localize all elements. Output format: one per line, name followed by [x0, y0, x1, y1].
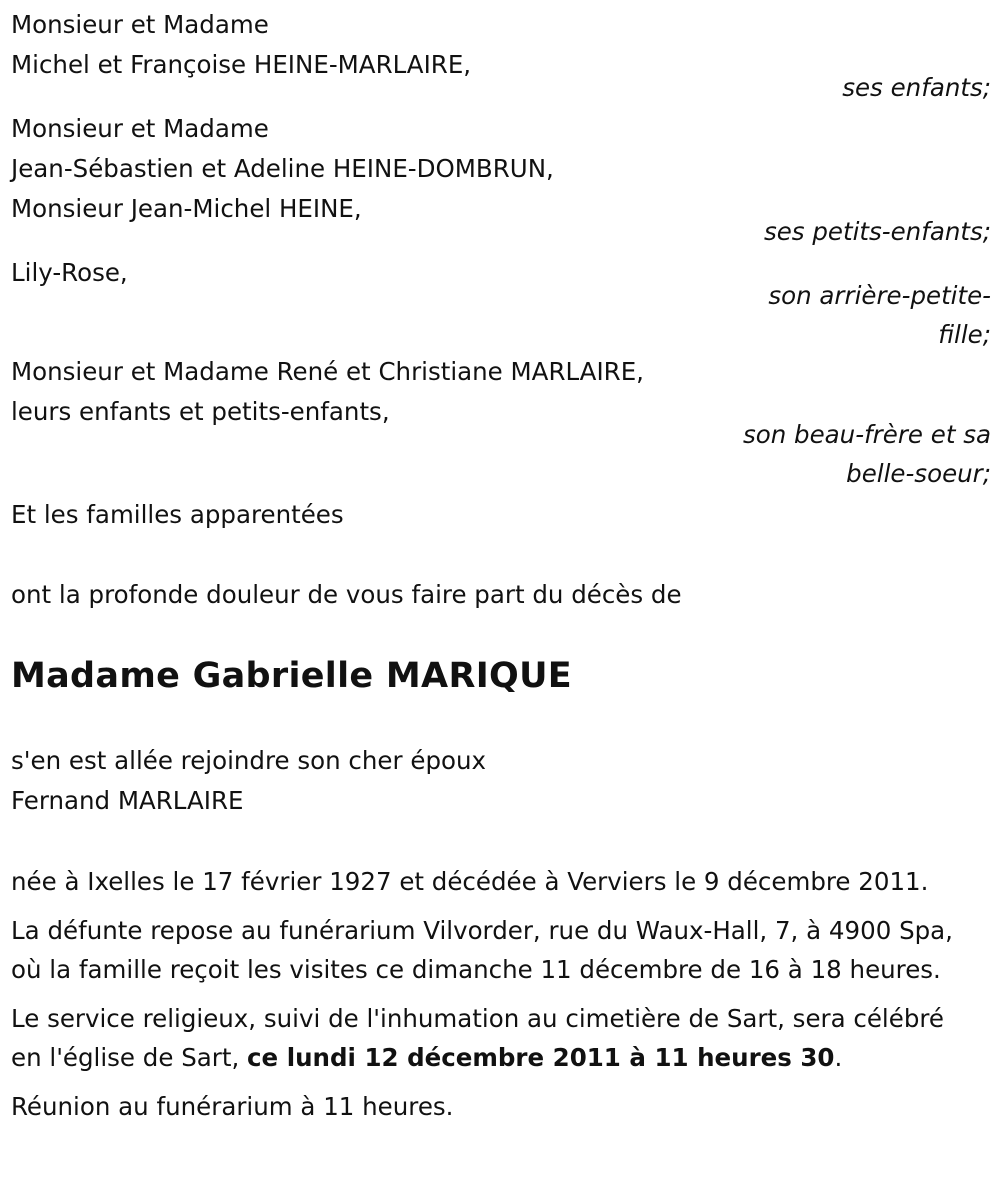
family-children-block — [11, 5, 991, 107]
children-role: ses enfants; — [842, 73, 991, 102]
service-date: ce lundi 12 décembre 2011 à 11 heures 30 — [247, 1043, 835, 1072]
service-prefix: Le service religieux, suivi de l'inhumation au cimetière de Sart, sera célébré en l'église de Sart, — [11, 1004, 944, 1072]
birth-death-text: née à Ixelles le 17 février 1927 et décédée à Verviers le 9 décembre 2011. — [11, 867, 929, 896]
announcement-text: ont la profonde douleur de vous faire part du décès de — [11, 580, 682, 609]
spouse-block — [11, 741, 991, 821]
grandchildren-role: ses petits-enfants; — [763, 217, 991, 246]
in-laws-role-line-2: belle-soeur; — [846, 459, 991, 488]
service-suffix: . — [834, 1043, 843, 1072]
service-text — [11, 999, 971, 1077]
children-line-1: Monsieur et Madame — [11, 10, 269, 39]
in-laws-line-2: leurs enfants et petits-enfants, — [11, 397, 390, 426]
family-great-grandchild-block — [11, 253, 991, 354]
in-laws-role-line-1: son beau-frère et sa — [742, 420, 991, 449]
grandchildren-line-3: Monsieur Jean-Michel HEINE, — [11, 194, 362, 223]
spouse-line-2: Fernand MARLAIRE — [11, 786, 244, 815]
children-line-2: Michel et Françoise HEINE-MARLAIRE, — [11, 50, 472, 79]
family-in-laws-block — [11, 352, 991, 493]
meeting-text: Réunion au funérarium à 11 heures. — [11, 1092, 454, 1121]
great-grandchild-role-line-1: son arrière-petite- — [768, 281, 991, 310]
spouse-line-1: s'en est allée rejoindre son cher époux — [11, 746, 487, 775]
obituary-document — [11, 5, 991, 1126]
in-laws-line-1: Monsieur et Madame René et Christiane MARLAIRE, — [11, 357, 644, 386]
related-families: Et les familles apparentées — [11, 500, 344, 529]
grandchildren-line-1: Monsieur et Madame — [11, 114, 269, 143]
grandchildren-line-2: Jean-Sébastien et Adeline HEINE-DOMBRUN, — [11, 154, 554, 183]
family-grandchildren-block — [11, 109, 991, 251]
great-grandchild-line-1: Lily-Rose, — [11, 258, 128, 287]
great-grandchild-role-line-2: fille; — [938, 320, 991, 349]
visitation-text: La défunte repose au funérarium Vilvorder, rue du Waux-Hall, 7, à 4900 Spa, où la famille reçoit les visites ce dimanche 11 décembre de 16 à 18 heures. — [11, 916, 953, 984]
deceased-name: Madame Gabrielle MARIQUE — [11, 656, 572, 696]
